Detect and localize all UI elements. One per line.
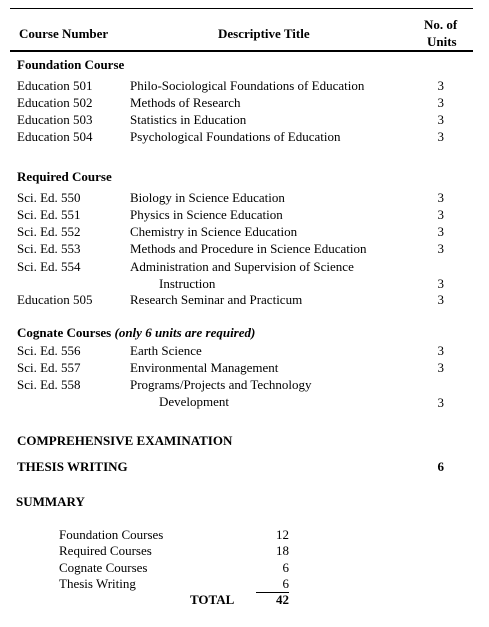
- course-code: Sci. Ed. 558: [17, 377, 81, 392]
- course-code: Education 504: [17, 129, 93, 144]
- summary-total-label: TOTAL: [190, 592, 235, 607]
- course-units: 3: [437, 129, 444, 144]
- course-code: Education 505: [17, 292, 93, 307]
- summary-label: Thesis Writing: [59, 576, 136, 591]
- course-code: Sci. Ed. 554: [17, 259, 81, 274]
- course-units: 3: [437, 95, 444, 110]
- course-units: 3: [437, 190, 444, 205]
- course-code: Education 501: [17, 78, 93, 93]
- course-title: Methods of Research: [130, 95, 241, 110]
- summary-heading: SUMMARY: [16, 494, 85, 509]
- course-title: Biology in Science Education: [130, 190, 285, 205]
- course-code: Education 503: [17, 112, 93, 127]
- course-title: Earth Science: [130, 343, 202, 358]
- course-code: Sci. Ed. 556: [17, 343, 81, 358]
- summary-label: Required Courses: [59, 543, 152, 558]
- course-units: 3: [437, 276, 444, 291]
- summary-value: 12: [276, 527, 289, 542]
- section-heading-foundation: Foundation Course: [17, 57, 125, 72]
- summary-label: Cognate Courses: [59, 560, 148, 575]
- course-code: Sci. Ed. 557: [17, 360, 81, 375]
- course-title-continued: Instruction: [159, 276, 216, 291]
- course-units: 3: [437, 360, 444, 375]
- top-rule: [10, 8, 473, 9]
- thesis-writing-units: 6: [437, 459, 444, 474]
- course-title: Programs/Projects and Technology: [130, 377, 312, 392]
- comprehensive-examination-label: COMPREHENSIVE EXAMINATION: [17, 433, 233, 448]
- summary-label: Foundation Courses: [59, 527, 164, 542]
- cognate-heading-label: Cognate Courses: [17, 325, 112, 340]
- header-course-number: Course Number: [19, 26, 109, 41]
- header-units-line1: No. of: [424, 17, 458, 32]
- summary-value: 18: [276, 543, 289, 558]
- course-code: Sci. Ed. 551: [17, 207, 81, 222]
- course-code: Sci. Ed. 553: [17, 241, 81, 256]
- course-units: 3: [437, 112, 444, 127]
- cognate-heading-note: (only 6 units are required): [114, 325, 256, 340]
- course-title: Statistics in Education: [130, 112, 247, 127]
- course-title: Environmental Management: [130, 360, 279, 375]
- course-code: Education 502: [17, 95, 93, 110]
- course-title: Chemistry in Science Education: [130, 224, 298, 239]
- header-descriptive-title: Descriptive Title: [218, 26, 310, 41]
- course-title: Methods and Procedure in Science Education: [130, 241, 367, 256]
- course-units: 3: [437, 224, 444, 239]
- summary-value: 6: [256, 576, 289, 593]
- section-heading-required: Required Course: [17, 169, 112, 184]
- course-title: Physics in Science Education: [130, 207, 283, 222]
- summary-value: 6: [282, 560, 289, 575]
- course-title-continued: Development: [159, 394, 230, 409]
- course-units: 3: [437, 395, 444, 410]
- header-rule: [10, 50, 473, 52]
- course-title: Psychological Foundations of Education: [130, 129, 341, 144]
- course-units: 3: [437, 78, 444, 93]
- course-units: 3: [437, 343, 444, 358]
- course-code: Sci. Ed. 552: [17, 224, 81, 239]
- course-title: Administration and Supervision of Science: [130, 259, 354, 274]
- course-units: 3: [437, 207, 444, 222]
- thesis-writing-label: THESIS WRITING: [17, 459, 128, 474]
- header-units-line2: Units: [427, 34, 457, 49]
- course-code: Sci. Ed. 550: [17, 190, 81, 205]
- section-heading-cognate: [17, 325, 255, 341]
- course-units: 3: [437, 241, 444, 256]
- summary-total-value: 42: [276, 592, 289, 607]
- course-units: 3: [437, 292, 444, 307]
- course-title: Research Seminar and Practicum: [130, 292, 303, 307]
- course-title: Philo-Sociological Foundations of Education: [130, 78, 365, 93]
